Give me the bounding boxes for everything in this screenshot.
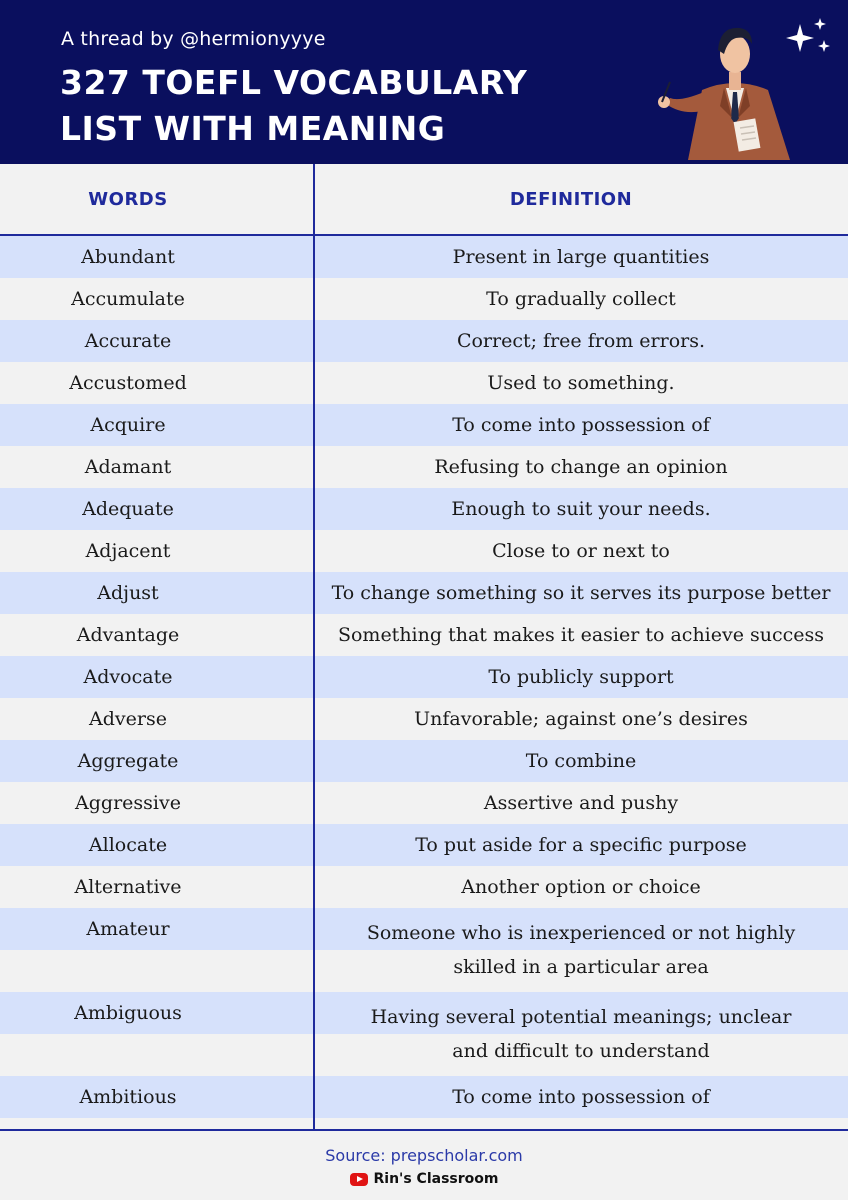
column-header-definition: DEFINITION bbox=[509, 189, 633, 210]
word-cell: Advocate bbox=[83, 666, 173, 688]
word-cell: Allocate bbox=[88, 834, 168, 856]
word-cell: Advantage bbox=[76, 624, 180, 646]
brand-name: Rin's Classroom bbox=[373, 1171, 499, 1187]
word-cell: Accumulate bbox=[71, 288, 185, 310]
table-row bbox=[0, 446, 848, 488]
word-cell: Aggressive bbox=[75, 792, 181, 814]
definition-cell: To publicly support bbox=[488, 666, 674, 688]
word-cell: Aggregate bbox=[77, 750, 179, 772]
title-line-1: 327 TOEFL VOCABULARY bbox=[60, 63, 528, 102]
definition-cell: Present in large quantities bbox=[452, 246, 710, 268]
definition-cell: To combine bbox=[525, 750, 637, 772]
vocabulary-table bbox=[0, 164, 848, 1118]
table-row bbox=[0, 1076, 848, 1118]
word-cell: Adjacent bbox=[85, 540, 171, 562]
table-row bbox=[0, 530, 848, 572]
brand-credit bbox=[0, 1171, 848, 1187]
word-cell: Adequate bbox=[82, 498, 174, 520]
column-divider bbox=[313, 164, 315, 1130]
word-cell: Amateur bbox=[86, 918, 170, 940]
table-row bbox=[0, 866, 848, 908]
word-cell: Ambitious bbox=[79, 1086, 177, 1108]
table-row bbox=[0, 782, 848, 824]
definition-cell: To put aside for a specific purpose bbox=[415, 834, 747, 856]
definition-cell: To come into possession of bbox=[452, 1086, 710, 1108]
definition-cell: Close to or next to bbox=[492, 540, 670, 562]
table-row bbox=[0, 236, 848, 278]
table-row bbox=[0, 908, 848, 992]
source-credit: Source: prepscholar.com bbox=[325, 1146, 523, 1165]
word-cell: Acquire bbox=[90, 414, 166, 436]
table-row bbox=[0, 992, 848, 1076]
definition-cell: Something that makes it easier to achieve success bbox=[337, 624, 825, 646]
word-cell: Accustomed bbox=[69, 372, 187, 394]
word-cell: Ambiguous bbox=[74, 1002, 182, 1024]
definition-cell: Used to something. bbox=[487, 372, 675, 394]
title-line-2: LIST WITH MEANING bbox=[60, 109, 446, 148]
column-header-words: WORDS bbox=[88, 189, 168, 210]
definition-cell: Unfavorable; against one’s desires bbox=[414, 708, 748, 730]
table-row bbox=[0, 320, 848, 362]
table-header bbox=[0, 164, 848, 236]
footer-divider bbox=[0, 1129, 848, 1131]
word-cell: Abundant bbox=[81, 246, 175, 268]
sparkle-icon bbox=[782, 18, 832, 58]
table-row bbox=[0, 278, 848, 320]
definition-cell: Someone who is inexperienced or not highly skilled in a particular area bbox=[366, 922, 796, 978]
youtube-icon bbox=[350, 1173, 368, 1186]
word-cell: Alternative bbox=[74, 876, 182, 898]
table-row bbox=[0, 656, 848, 698]
word-cell: Adverse bbox=[89, 708, 167, 730]
table-row bbox=[0, 404, 848, 446]
definition-cell: Another option or choice bbox=[461, 876, 701, 898]
definition-cell: Refusing to change an opinion bbox=[434, 456, 728, 478]
definition-cell: To come into possession of bbox=[452, 414, 710, 436]
table-row bbox=[0, 614, 848, 656]
word-cell: Accurate bbox=[84, 330, 172, 352]
table-row bbox=[0, 740, 848, 782]
table-row bbox=[0, 488, 848, 530]
word-cell: Adjust bbox=[97, 582, 159, 604]
definition-cell: To gradually collect bbox=[486, 288, 676, 310]
table-body bbox=[0, 236, 848, 1118]
definition-cell: Having several potential meanings; unclear and difficult to understand bbox=[370, 1006, 792, 1062]
table-row bbox=[0, 572, 848, 614]
definition-cell: Enough to suit your needs. bbox=[451, 498, 711, 520]
table-row bbox=[0, 362, 848, 404]
table-row bbox=[0, 698, 848, 740]
byline: A thread by @hermionyyye bbox=[61, 28, 326, 50]
header-banner bbox=[0, 0, 848, 164]
definition-cell: To change something so it serves its purpose better bbox=[331, 582, 831, 604]
word-cell: Adamant bbox=[84, 456, 172, 478]
page-title bbox=[60, 60, 620, 152]
definition-cell: Correct; free from errors. bbox=[456, 330, 706, 352]
table-row bbox=[0, 824, 848, 866]
definition-cell: Assertive and pushy bbox=[483, 792, 679, 814]
